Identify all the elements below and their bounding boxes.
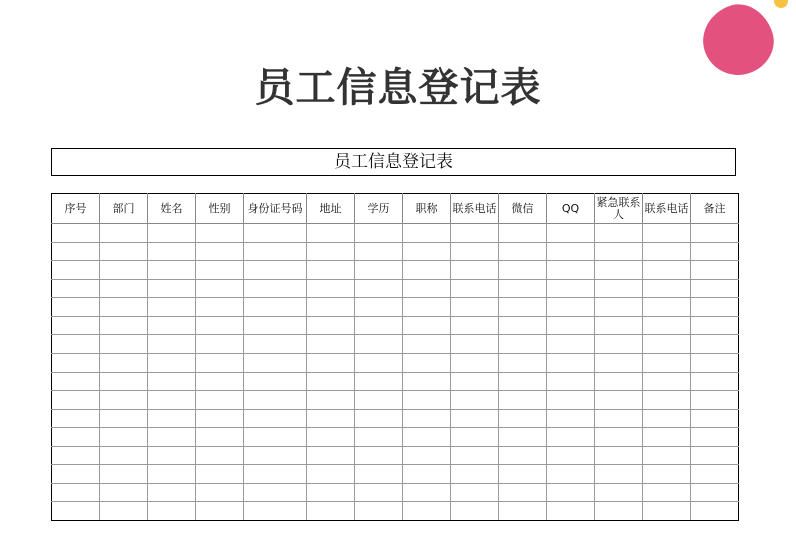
table-cell[interactable] bbox=[403, 261, 451, 280]
table-cell[interactable] bbox=[196, 502, 244, 521]
table-cell[interactable] bbox=[355, 335, 403, 354]
table-cell[interactable] bbox=[595, 483, 643, 502]
table-cell[interactable] bbox=[451, 279, 499, 298]
table-cell[interactable] bbox=[52, 261, 100, 280]
table-cell[interactable] bbox=[451, 316, 499, 335]
table-cell[interactable] bbox=[244, 353, 307, 372]
table-cell[interactable] bbox=[499, 428, 547, 447]
table-cell[interactable] bbox=[355, 502, 403, 521]
table-cell[interactable] bbox=[148, 242, 196, 261]
table-cell[interactable] bbox=[451, 224, 499, 243]
table-cell[interactable] bbox=[52, 316, 100, 335]
column-header: 身份证号码 bbox=[244, 194, 307, 224]
table-cell[interactable] bbox=[451, 372, 499, 391]
table-cell[interactable] bbox=[451, 335, 499, 354]
table-cell[interactable] bbox=[244, 391, 307, 410]
table-cell[interactable] bbox=[691, 335, 739, 354]
table-row bbox=[52, 372, 739, 391]
table-cell[interactable] bbox=[244, 298, 307, 317]
table-cell[interactable] bbox=[499, 298, 547, 317]
table-cell[interactable] bbox=[52, 224, 100, 243]
table-cell[interactable] bbox=[691, 391, 739, 410]
table-cell[interactable] bbox=[148, 446, 196, 465]
table-cell[interactable] bbox=[691, 242, 739, 261]
table-cell[interactable] bbox=[244, 372, 307, 391]
table-cell[interactable] bbox=[100, 261, 148, 280]
table-cell[interactable] bbox=[196, 316, 244, 335]
table-cell[interactable] bbox=[643, 335, 691, 354]
table-cell[interactable] bbox=[595, 316, 643, 335]
table-cell[interactable] bbox=[196, 335, 244, 354]
table-cell[interactable] bbox=[100, 391, 148, 410]
table-cell[interactable] bbox=[595, 446, 643, 465]
table-cell[interactable] bbox=[52, 242, 100, 261]
table-cell[interactable] bbox=[100, 298, 148, 317]
table-cell[interactable] bbox=[451, 465, 499, 484]
table-cell[interactable] bbox=[355, 409, 403, 428]
column-header: 序号 bbox=[52, 194, 100, 224]
column-header: 联系电话 bbox=[643, 194, 691, 224]
table-row bbox=[52, 242, 739, 261]
table-cell[interactable] bbox=[148, 353, 196, 372]
column-header: 职称 bbox=[403, 194, 451, 224]
table-cell[interactable] bbox=[691, 316, 739, 335]
table-cell[interactable] bbox=[403, 316, 451, 335]
table-cell[interactable] bbox=[148, 502, 196, 521]
table-cell[interactable] bbox=[451, 242, 499, 261]
registration-table bbox=[51, 193, 739, 521]
table-row bbox=[52, 446, 739, 465]
table-cell[interactable] bbox=[499, 502, 547, 521]
table-cell[interactable] bbox=[595, 465, 643, 484]
table-cell[interactable] bbox=[643, 353, 691, 372]
table-cell[interactable] bbox=[244, 335, 307, 354]
table-cell[interactable] bbox=[355, 224, 403, 243]
table-cell[interactable] bbox=[52, 372, 100, 391]
table-cell[interactable] bbox=[451, 261, 499, 280]
table-cell[interactable] bbox=[499, 409, 547, 428]
table-cell[interactable] bbox=[355, 316, 403, 335]
table-row bbox=[52, 316, 739, 335]
table-cell[interactable] bbox=[307, 353, 355, 372]
table-cell[interactable] bbox=[595, 279, 643, 298]
table-cell[interactable] bbox=[52, 335, 100, 354]
table-cell[interactable] bbox=[52, 298, 100, 317]
table-cell[interactable] bbox=[403, 298, 451, 317]
table-cell[interactable] bbox=[148, 224, 196, 243]
table-cell[interactable] bbox=[691, 483, 739, 502]
table-cell[interactable] bbox=[643, 465, 691, 484]
table-cell[interactable] bbox=[244, 483, 307, 502]
table-cell[interactable] bbox=[307, 428, 355, 447]
table-cell[interactable] bbox=[499, 353, 547, 372]
table-cell[interactable] bbox=[403, 483, 451, 502]
table-cell[interactable] bbox=[691, 279, 739, 298]
table-cell[interactable] bbox=[499, 465, 547, 484]
table-cell[interactable] bbox=[499, 391, 547, 410]
table-cell[interactable] bbox=[355, 391, 403, 410]
table-cell[interactable] bbox=[148, 316, 196, 335]
table-cell[interactable] bbox=[355, 372, 403, 391]
table-cell[interactable] bbox=[52, 353, 100, 372]
table-cell[interactable] bbox=[100, 279, 148, 298]
table-row bbox=[52, 391, 739, 410]
table-cell[interactable] bbox=[307, 372, 355, 391]
table-cell[interactable] bbox=[451, 428, 499, 447]
table-cell[interactable] bbox=[595, 502, 643, 521]
table-cell[interactable] bbox=[355, 428, 403, 447]
table-cell[interactable] bbox=[403, 242, 451, 261]
table-cell[interactable] bbox=[403, 502, 451, 521]
table-cell[interactable] bbox=[403, 224, 451, 243]
table-cell[interactable] bbox=[547, 446, 595, 465]
table-cell[interactable] bbox=[307, 316, 355, 335]
table-cell[interactable] bbox=[691, 261, 739, 280]
table-cell[interactable] bbox=[595, 242, 643, 261]
table-cell[interactable] bbox=[307, 446, 355, 465]
table-cell[interactable] bbox=[148, 465, 196, 484]
table-cell[interactable] bbox=[196, 465, 244, 484]
table-cell[interactable] bbox=[100, 224, 148, 243]
table-cell[interactable] bbox=[100, 446, 148, 465]
table-cell[interactable] bbox=[403, 465, 451, 484]
table-cell[interactable] bbox=[691, 428, 739, 447]
table-cell[interactable] bbox=[148, 483, 196, 502]
table-cell[interactable] bbox=[691, 353, 739, 372]
column-header: 地址 bbox=[307, 194, 355, 224]
table-row bbox=[52, 353, 739, 372]
table-cell[interactable] bbox=[595, 409, 643, 428]
table-cell[interactable] bbox=[643, 428, 691, 447]
table-row bbox=[52, 465, 739, 484]
table-cell[interactable] bbox=[100, 409, 148, 428]
table-cell[interactable] bbox=[355, 353, 403, 372]
table-cell[interactable] bbox=[547, 483, 595, 502]
table-cell[interactable] bbox=[451, 409, 499, 428]
table-cell[interactable] bbox=[595, 298, 643, 317]
table-cell[interactable] bbox=[547, 298, 595, 317]
table-cell[interactable] bbox=[52, 279, 100, 298]
table-cell[interactable] bbox=[691, 465, 739, 484]
table-cell[interactable] bbox=[451, 446, 499, 465]
form-title: 员工信息登记表 bbox=[51, 148, 736, 176]
table-cell[interactable] bbox=[307, 261, 355, 280]
table-cell[interactable] bbox=[547, 242, 595, 261]
table-cell[interactable] bbox=[52, 502, 100, 521]
table-cell[interactable] bbox=[52, 465, 100, 484]
table-row bbox=[52, 483, 739, 502]
table-cell[interactable] bbox=[100, 428, 148, 447]
table-cell[interactable] bbox=[196, 446, 244, 465]
table-cell[interactable] bbox=[148, 372, 196, 391]
table-cell[interactable] bbox=[691, 224, 739, 243]
table-cell[interactable] bbox=[643, 242, 691, 261]
table-row bbox=[52, 428, 739, 447]
table-cell[interactable] bbox=[643, 372, 691, 391]
table-cell[interactable] bbox=[100, 372, 148, 391]
table-cell[interactable] bbox=[547, 279, 595, 298]
table-cell[interactable] bbox=[691, 502, 739, 521]
table-cell[interactable] bbox=[100, 353, 148, 372]
table-cell[interactable] bbox=[451, 353, 499, 372]
table-cell[interactable] bbox=[691, 409, 739, 428]
table-cell[interactable] bbox=[196, 224, 244, 243]
table-cell[interactable] bbox=[403, 335, 451, 354]
table-cell[interactable] bbox=[403, 353, 451, 372]
table-cell[interactable] bbox=[643, 316, 691, 335]
table-cell[interactable] bbox=[691, 372, 739, 391]
table-cell[interactable] bbox=[244, 502, 307, 521]
table-row bbox=[52, 261, 739, 280]
table-cell[interactable] bbox=[595, 335, 643, 354]
table-cell[interactable] bbox=[403, 391, 451, 410]
table-cell[interactable] bbox=[148, 261, 196, 280]
table-cell[interactable] bbox=[148, 279, 196, 298]
table-cell[interactable] bbox=[196, 409, 244, 428]
table-cell[interactable] bbox=[307, 224, 355, 243]
table-cell[interactable] bbox=[355, 446, 403, 465]
table-cell[interactable] bbox=[547, 335, 595, 354]
table-cell[interactable] bbox=[196, 242, 244, 261]
table-cell[interactable] bbox=[643, 298, 691, 317]
table-cell[interactable] bbox=[100, 483, 148, 502]
table-cell[interactable] bbox=[547, 224, 595, 243]
table-cell[interactable] bbox=[547, 391, 595, 410]
table-cell[interactable] bbox=[451, 483, 499, 502]
table-cell[interactable] bbox=[148, 428, 196, 447]
table-cell[interactable] bbox=[643, 409, 691, 428]
table-cell[interactable] bbox=[307, 409, 355, 428]
column-header: 学历 bbox=[355, 194, 403, 224]
table-cell[interactable] bbox=[355, 242, 403, 261]
column-header: 微信 bbox=[499, 194, 547, 224]
table-cell[interactable] bbox=[499, 316, 547, 335]
table-cell[interactable] bbox=[196, 261, 244, 280]
table-header-row bbox=[52, 194, 739, 224]
table-cell[interactable] bbox=[595, 428, 643, 447]
table-cell[interactable] bbox=[307, 279, 355, 298]
table-cell[interactable] bbox=[196, 428, 244, 447]
table-cell[interactable] bbox=[595, 224, 643, 243]
column-header: 紧急联系人 bbox=[595, 194, 643, 224]
table-cell[interactable] bbox=[403, 428, 451, 447]
table-cell[interactable] bbox=[52, 446, 100, 465]
decorative-yellow-blob bbox=[774, 0, 788, 8]
table-cell[interactable] bbox=[547, 372, 595, 391]
table-cell[interactable] bbox=[100, 465, 148, 484]
column-header: QQ bbox=[547, 194, 595, 224]
table-cell[interactable] bbox=[307, 483, 355, 502]
table-cell[interactable] bbox=[100, 502, 148, 521]
table-cell[interactable] bbox=[547, 316, 595, 335]
table-row bbox=[52, 279, 739, 298]
table-cell[interactable] bbox=[355, 483, 403, 502]
table-cell[interactable] bbox=[355, 261, 403, 280]
table-cell[interactable] bbox=[643, 261, 691, 280]
table-row bbox=[52, 502, 739, 521]
table-cell[interactable] bbox=[499, 446, 547, 465]
table-cell[interactable] bbox=[148, 391, 196, 410]
table-cell[interactable] bbox=[52, 428, 100, 447]
column-header: 姓名 bbox=[148, 194, 196, 224]
table-cell[interactable] bbox=[547, 502, 595, 521]
table-row bbox=[52, 335, 739, 354]
table-cell[interactable] bbox=[100, 335, 148, 354]
table-cell[interactable] bbox=[244, 428, 307, 447]
table-cell[interactable] bbox=[196, 298, 244, 317]
column-header: 联系电话 bbox=[451, 194, 499, 224]
table-cell[interactable] bbox=[196, 483, 244, 502]
table-cell[interactable] bbox=[148, 298, 196, 317]
table-cell[interactable] bbox=[307, 465, 355, 484]
table-cell[interactable] bbox=[643, 502, 691, 521]
table-cell[interactable] bbox=[244, 409, 307, 428]
table-cell[interactable] bbox=[307, 335, 355, 354]
table-cell[interactable] bbox=[643, 391, 691, 410]
table-cell[interactable] bbox=[643, 279, 691, 298]
table-cell[interactable] bbox=[52, 391, 100, 410]
table-cell[interactable] bbox=[148, 335, 196, 354]
table-cell[interactable] bbox=[691, 446, 739, 465]
table-cell[interactable] bbox=[595, 391, 643, 410]
table-cell[interactable] bbox=[307, 391, 355, 410]
table-cell[interactable] bbox=[643, 483, 691, 502]
table-cell[interactable] bbox=[403, 372, 451, 391]
table-cell[interactable] bbox=[595, 261, 643, 280]
table-cell[interactable] bbox=[307, 298, 355, 317]
table-cell[interactable] bbox=[499, 279, 547, 298]
table-cell[interactable] bbox=[499, 224, 547, 243]
table-row bbox=[52, 298, 739, 317]
table-cell[interactable] bbox=[547, 409, 595, 428]
column-header: 备注 bbox=[691, 194, 739, 224]
table-cell[interactable] bbox=[100, 316, 148, 335]
table-cell[interactable] bbox=[244, 316, 307, 335]
table-cell[interactable] bbox=[52, 483, 100, 502]
table-cell[interactable] bbox=[307, 502, 355, 521]
table-cell[interactable] bbox=[244, 224, 307, 243]
table-cell[interactable] bbox=[196, 372, 244, 391]
page-title: 员工信息登记表 bbox=[254, 65, 542, 111]
column-header: 部门 bbox=[100, 194, 148, 224]
table-cell[interactable] bbox=[244, 261, 307, 280]
table-cell[interactable] bbox=[451, 391, 499, 410]
table-cell[interactable] bbox=[403, 446, 451, 465]
table-cell[interactable] bbox=[100, 242, 148, 261]
table-cell[interactable] bbox=[499, 483, 547, 502]
table-cell[interactable] bbox=[547, 465, 595, 484]
table-cell[interactable] bbox=[499, 242, 547, 261]
table-cell[interactable] bbox=[643, 446, 691, 465]
table-cell[interactable] bbox=[499, 335, 547, 354]
table-cell[interactable] bbox=[244, 279, 307, 298]
table-cell[interactable] bbox=[595, 353, 643, 372]
table-cell[interactable] bbox=[244, 242, 307, 261]
table-cell[interactable] bbox=[196, 353, 244, 372]
table-row bbox=[52, 409, 739, 428]
table-cell[interactable] bbox=[595, 372, 643, 391]
table-cell[interactable] bbox=[244, 446, 307, 465]
table-cell[interactable] bbox=[196, 391, 244, 410]
table-cell[interactable] bbox=[499, 261, 547, 280]
table-cell[interactable] bbox=[196, 279, 244, 298]
table-cell[interactable] bbox=[307, 242, 355, 261]
table-cell[interactable] bbox=[691, 298, 739, 317]
table-cell[interactable] bbox=[499, 372, 547, 391]
table-cell[interactable] bbox=[403, 409, 451, 428]
table-cell[interactable] bbox=[547, 261, 595, 280]
table-cell[interactable] bbox=[355, 298, 403, 317]
table-cell[interactable] bbox=[148, 409, 196, 428]
table-cell[interactable] bbox=[355, 279, 403, 298]
table-cell[interactable] bbox=[547, 353, 595, 372]
table-cell[interactable] bbox=[451, 298, 499, 317]
table-cell[interactable] bbox=[355, 465, 403, 484]
table-cell[interactable] bbox=[403, 279, 451, 298]
table-cell[interactable] bbox=[451, 502, 499, 521]
column-header: 性别 bbox=[196, 194, 244, 224]
table-cell[interactable] bbox=[547, 428, 595, 447]
table-row bbox=[52, 224, 739, 243]
table-cell[interactable] bbox=[244, 465, 307, 484]
table-cell[interactable] bbox=[52, 409, 100, 428]
table-cell[interactable] bbox=[643, 224, 691, 243]
